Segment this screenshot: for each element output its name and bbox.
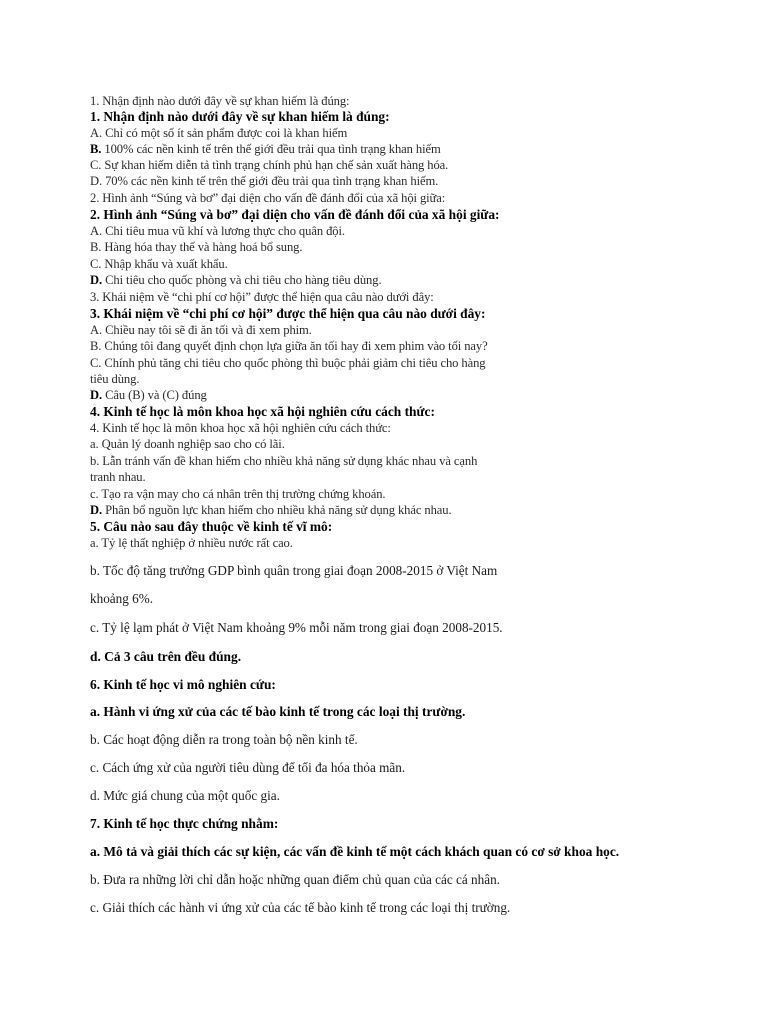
q5-option-c: c. Tỷ lệ lạm phát ở Việt Nam khoảng 9% mỗi năm trong giai đoạn 2008-2015. <box>90 620 503 635</box>
q3-option-d-letter: D. <box>90 388 103 402</box>
q2-heading: 2. Hình ảnh “Súng và bơ” đại diện cho vấn đề đánh đổi của xã hội giữa: <box>90 207 500 222</box>
q2-option-a: A. Chi tiêu mua vũ khí và lương thực cho quân đội. <box>90 224 345 238</box>
q3-option-a: A. Chiều nay tôi sẽ đi ăn tối và đi xem phim. <box>90 323 312 337</box>
q4-option-d-text: Phân bổ nguồn lực khan hiếm cho nhiều khả năng sử dụng khác nhau. <box>102 503 452 517</box>
q7-heading: 7. Kinh tế học thực chứng nhằm: <box>90 816 279 831</box>
q5-option-d: d. Cả 3 câu trên đều đúng. <box>90 649 242 664</box>
q4-option-d <box>90 502 740 518</box>
q7-option-a: a. Mô tả và giải thích các sự kiện, các vấn đề kinh tế một cách khách quan có cơ sở khoa học. <box>90 844 620 859</box>
q7-option-b: b. Đưa ra những lời chỉ dẫn hoặc những quan điểm chủ quan của các cá nhân. <box>90 872 500 887</box>
q6-option-a: a. Hành vi ứng xử của các tế bào kinh tế trong các loại thị trường. <box>90 704 466 719</box>
q3-option-b: B. Chúng tôi đang quyết định chọn lựa giữa ăn tối hay đi xem phim vào tối nay? <box>90 339 488 353</box>
q2-option-c: C. Nhập khẩu và xuất khẩu. <box>90 257 228 271</box>
q2-option-d-letter: D. <box>90 273 103 287</box>
q1-prompt: 1. Nhận định nào dưới đây về sự khan hiếm là đúng: <box>90 94 350 108</box>
q6-option-d: d. Mức giá chung của một quốc gia. <box>90 788 280 803</box>
q5-option-b: b. Tốc độ tăng trưởng GDP bình quân trong giai đoạn 2008-2015 ở Việt Nam <box>90 563 498 578</box>
q6-heading: 6. Kinh tế học vi mô nghiên cứu: <box>90 677 276 692</box>
q7-option-c: c. Giải thích các hành vi ứng xử của các tế bào kinh tế trong các loại thị trường. <box>90 900 511 915</box>
q2-option-d-text: Chi tiêu cho quốc phòng và chi tiêu cho hàng tiêu dùng. <box>102 273 382 287</box>
q3-option-d <box>90 387 740 403</box>
q3-option-d-text: Câu (B) và (C) đúng <box>102 388 207 402</box>
q1-option-a: A. Chỉ có một số ít sản phẩm được coi là khan hiếm <box>90 126 348 140</box>
q3-prompt: 3. Khái niệm về “chi phí cơ hội” được thể hiện qua câu nào dưới đây: <box>90 290 434 304</box>
q4-heading: 4. Kinh tế học là môn khoa học xã hội nghiên cứu cách thức: <box>90 404 435 419</box>
q4-option-a: a. Quản lý doanh nghiệp sao cho có lãi. <box>90 437 285 451</box>
q5-option-b-cont: khoảng 6%. <box>90 591 153 606</box>
q1-option-d: D. 70% các nền kinh tế trên thế giới đều trải qua tình trạng khan hiếm. <box>90 174 439 188</box>
q3-option-c: C. Chính phủ tăng chi tiêu cho quốc phòng thì buộc phải giảm chi tiêu cho hàng <box>90 356 486 370</box>
q4-option-b-cont: tranh nhau. <box>90 470 146 484</box>
q2-option-b: B. Hàng hóa thay thế và hàng hoá bổ sung. <box>90 240 303 254</box>
q6-option-b: b. Các hoạt động diễn ra trong toàn bộ nền kinh tế. <box>90 732 358 747</box>
q1-option-b-letter: B. <box>90 142 102 156</box>
q1-heading: 1. Nhận định nào dưới đây về sự khan hiếm là đúng: <box>90 109 390 124</box>
q1-option-b <box>90 141 740 157</box>
q6-option-c: c. Cách ứng xử của người tiêu dùng để tối đa hóa thỏa mãn. <box>90 760 406 775</box>
q1-option-c: C. Sự khan hiếm diễn tả tình trạng chính phủ hạn chế sản xuất hàng hóa. <box>90 158 449 172</box>
q4-prompt: 4. Kinh tế học là môn khoa học xã hội nghiên cứu cách thức: <box>90 421 391 435</box>
q4-option-b: b. Lẫn tránh vấn đề khan hiếm cho nhiều khả năng sử dụng khác nhau và cạnh <box>90 454 478 468</box>
q2-option-d <box>90 272 740 288</box>
q5-heading: 5. Câu nào sau đây thuộc về kinh tế vĩ mô: <box>90 519 333 534</box>
q4-option-c: c. Tạo ra vận may cho cá nhân trên thị trường chứng khoán. <box>90 487 386 501</box>
q3-option-c-cont: tiêu dùng. <box>90 372 140 386</box>
q2-prompt: 2. Hình ảnh “Súng và bơ” đại diện cho vấn đề đánh đổi của xã hội giữa: <box>90 191 446 205</box>
q3-heading: 3. Khái niệm về “chi phí cơ hội” được thể hiện qua câu nào dưới đây: <box>90 306 486 321</box>
q4-option-d-letter: D. <box>90 503 103 517</box>
q1-option-b-text: 100% các nền kinh tế trên thế giới đều trải qua tình trạng khan hiếm <box>101 142 441 156</box>
q5-option-a: a. Tỷ lệ thất nghiệp ở nhiều nước rất cao. <box>90 536 293 550</box>
